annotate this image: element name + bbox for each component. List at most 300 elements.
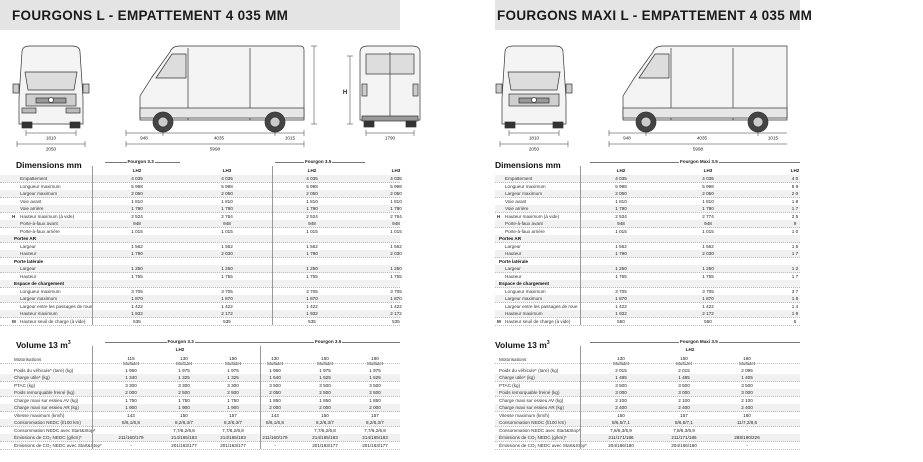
- cell-value: 550: [704, 318, 712, 324]
- spec-page-fourgons-l: [0, 0, 400, 462]
- row-label: Consommation NEDC avec Start&Stop*: [14, 427, 96, 433]
- cell-value: 1 755: [306, 273, 318, 279]
- cell-value: 1 540: [269, 375, 281, 381]
- cell-value: 1 525: [369, 375, 381, 381]
- cell-value: 1 9: [791, 311, 799, 317]
- cell-value: 3 500: [678, 382, 690, 388]
- cell-value: 1 562: [131, 243, 143, 249]
- cell-value: 1 7: [791, 206, 799, 212]
- cell-value: 2 000: [319, 405, 331, 411]
- row-label: Charge maxi sur essieu AR (kg): [14, 405, 79, 411]
- row-label: Émissions de CO₂ NEDC (g/km)*: [14, 435, 82, 441]
- cell-value: 2 5: [791, 213, 799, 219]
- column-header: LH2: [790, 168, 800, 173]
- row-label: Hauteur seuil de charge (à vide): [20, 318, 86, 324]
- cell-value: 2 100: [678, 397, 690, 403]
- group-label: Fourgon 3.5: [315, 339, 342, 344]
- cell-value: 1 2: [791, 266, 799, 272]
- cell-value: 535: [392, 318, 400, 324]
- cell-value: 2 030: [702, 251, 714, 257]
- row-label: Charge maxi sur essieu AV (kg): [14, 397, 79, 403]
- cell-value: 4 035: [131, 176, 143, 182]
- cell-value: 2 534: [615, 213, 627, 219]
- cell-value: 7,7/6,2/6,8: [173, 427, 195, 433]
- row-label: Vitesse maximum (km/h): [499, 412, 550, 418]
- cell-value: 1 750: [125, 397, 137, 403]
- cell-value: 2 400: [615, 405, 627, 411]
- cell-value: 1 5: [791, 243, 799, 249]
- table-row: [0, 442, 400, 450]
- cell-value: 1 250: [702, 266, 714, 272]
- cell-value: 4 035: [702, 176, 714, 182]
- cell-value: 3 000: [615, 390, 627, 396]
- cell-value: 2 764: [221, 213, 233, 219]
- cell-value: 2 050: [131, 191, 143, 197]
- cell-value: 3 500: [615, 382, 627, 388]
- row-label: Poids remorquable freiné (kg): [14, 390, 75, 396]
- cell-value: 1 810: [221, 198, 233, 204]
- row-label: Largeur: [20, 266, 36, 272]
- row-label: Hauteur: [20, 273, 37, 279]
- cell-value: 1 870: [221, 296, 233, 302]
- cell-value: 3 500: [269, 382, 281, 388]
- cell-value: 1 810: [390, 198, 402, 204]
- cell-value: 7,7/6,2/6,8: [222, 427, 244, 433]
- column-separator: [272, 166, 273, 325]
- cell-value: 1 960: [269, 367, 281, 373]
- column-header-line: 130: [617, 356, 625, 361]
- column-header: LH3: [391, 168, 401, 173]
- cell-value: 1 790: [390, 206, 402, 212]
- cell-value: 204/166/180: [608, 442, 634, 448]
- cell-value: 3 705: [221, 288, 233, 294]
- cell-value: 535: [133, 318, 141, 324]
- row-label: Portes AR: [499, 236, 522, 242]
- column-header-line: MultiJet: [267, 361, 283, 367]
- cell-value: 2 172: [390, 311, 402, 317]
- cell-value: 1 422: [390, 303, 402, 309]
- cell-value: 1 870: [390, 296, 402, 302]
- row-label: Longueur maximum: [20, 288, 61, 294]
- cell-value: 8/6,5/7,1: [612, 420, 630, 426]
- row-label: Voie avant: [20, 198, 42, 204]
- group-label: Fourgon 3.5: [305, 159, 332, 164]
- dim-rear-overhang: 948: [140, 135, 148, 141]
- cell-value: 1 015: [702, 228, 714, 234]
- row-label: Consommation NEDC avec Start&Stop*: [499, 427, 581, 433]
- cell-value: 150: [321, 412, 329, 418]
- cell-value: 9: [793, 221, 797, 227]
- table-row: [0, 318, 400, 326]
- cell-value: 157: [371, 412, 379, 418]
- column-header-line: 150: [321, 356, 329, 361]
- cell-value: 7,8/6,3/6,9: [673, 427, 695, 433]
- cell-value: 1 755: [131, 273, 143, 279]
- cell-value: 150: [617, 412, 625, 418]
- cell-value: 7,7/6,2/6,8: [314, 427, 336, 433]
- row-label: Poids du véhicule* (tare) (kg): [499, 367, 559, 373]
- cell-value: 2 000: [269, 405, 281, 411]
- cell-value: -: [746, 442, 748, 448]
- van-rear-view: [360, 46, 420, 127]
- cell-value: 1 870: [702, 296, 714, 302]
- dimensions-heading: Dimensions mm: [495, 160, 561, 170]
- cell-value: 1 790: [221, 206, 233, 212]
- cell-value: 1 422: [702, 303, 714, 309]
- cell-value: 1 015: [306, 228, 318, 234]
- cell-value: 211/160/179: [262, 435, 288, 441]
- cell-value: 1 932: [615, 311, 627, 317]
- cell-value: 2 500: [319, 390, 331, 396]
- cell-value: 1 485: [615, 375, 627, 381]
- column-separator: [260, 346, 261, 449]
- column-header-line: 115: [127, 356, 135, 361]
- van-drawings: [483, 32, 923, 154]
- volume-heading: [16, 340, 71, 350]
- cell-value: 1 250: [390, 266, 402, 272]
- dim-rear-track: 1790: [384, 135, 396, 141]
- row-label: Portes AR: [14, 236, 37, 242]
- row-label: Motorisations: [14, 357, 42, 363]
- row-label: Largeur: [505, 266, 521, 272]
- cell-value: 211/160/179: [118, 435, 144, 441]
- cell-value: 948: [617, 221, 625, 227]
- cell-value: 1 755: [702, 273, 714, 279]
- column-header-line: MultiJet: [225, 361, 241, 367]
- cell-value: 1 975: [369, 367, 381, 373]
- table-row: [495, 318, 800, 326]
- column-header-line: 150: [229, 356, 237, 361]
- cell-value: 201/163/177: [312, 442, 338, 448]
- cell-value: 2 774: [702, 213, 714, 219]
- row-label: Charge utile* (kg): [499, 375, 535, 381]
- cell-value: 2 500: [369, 390, 381, 396]
- column-header: LH3: [222, 168, 232, 173]
- title-bar: [0, 0, 400, 30]
- cell-value: 211/171/186: [608, 435, 634, 441]
- cell-value: 1 810: [615, 198, 627, 204]
- cell-value: 948: [704, 221, 712, 227]
- row-label: Poids remorquable freiné (kg): [499, 390, 560, 396]
- cell-value: 1 750: [227, 397, 239, 403]
- cell-value: 160: [743, 412, 751, 418]
- subgroup-label: LH2: [175, 347, 185, 352]
- cell-value: 1 422: [306, 303, 318, 309]
- cell-value: 8,2/6,3/7: [316, 420, 334, 426]
- cell-value: 5 9: [791, 183, 799, 189]
- table-row: [495, 356, 800, 367]
- volume-unit-sup: 3: [67, 340, 71, 347]
- dim-front-track: 1810: [45, 135, 57, 141]
- cell-value: -: [746, 427, 748, 433]
- cell-value: 5 998: [306, 183, 318, 189]
- cell-value: 1 850: [369, 397, 381, 403]
- cell-value: 1 562: [221, 243, 233, 249]
- cell-value: 2 000: [369, 405, 381, 411]
- cell-value: 214/165/183: [171, 435, 197, 441]
- cell-value: 2 050: [615, 191, 627, 197]
- cell-value: 535: [308, 318, 316, 324]
- column-header-line: 130: [180, 356, 188, 361]
- cell-value: 2 500: [227, 390, 239, 396]
- column-header-line: 180: [371, 356, 379, 361]
- cell-value: -: [130, 427, 132, 433]
- row-label: Voie arrière: [505, 206, 529, 212]
- cell-value: 3 500: [319, 382, 331, 388]
- row-label: Hauteur maximum: [20, 311, 58, 317]
- van-side-view: [140, 46, 304, 132]
- van-front-view: [13, 46, 89, 128]
- row-mark: M: [497, 318, 501, 324]
- cell-value: 2 100: [741, 397, 753, 403]
- cell-value: 1 900: [125, 405, 137, 411]
- cell-value: 1 422: [131, 303, 143, 309]
- cell-value: 288/190/226: [734, 435, 760, 441]
- cell-value: 1 562: [702, 243, 714, 249]
- cell-value: 157: [229, 412, 237, 418]
- row-label: Longueur maximum: [505, 288, 546, 294]
- column-separator: [580, 346, 581, 449]
- dimensions-heading: Dimensions mm: [16, 160, 82, 170]
- cell-value: 5 998: [390, 183, 402, 189]
- cell-value: 4 0: [791, 176, 799, 182]
- group-label: Fourgon 3.3: [127, 159, 154, 164]
- cell-value: 3 705: [390, 288, 402, 294]
- group-label: Fourgon Maxi 3.5: [680, 159, 718, 164]
- cell-value: 1 8: [791, 198, 799, 204]
- row-label: Largeur entre les passages de roue: [20, 303, 93, 309]
- cell-value: 1 932: [131, 311, 143, 317]
- cell-value: 2 050: [702, 191, 714, 197]
- cell-value: 3 7: [791, 288, 799, 294]
- cell-value: 1 405: [741, 375, 753, 381]
- cell-value: 3 000: [678, 390, 690, 396]
- cell-value: 3 705: [702, 288, 714, 294]
- cell-value: 2 095: [741, 367, 753, 373]
- cell-value: 214/165/183: [220, 435, 246, 441]
- row-label: Porte-à-faux avant: [20, 221, 58, 227]
- row-label: Hauteur seuil de charge (à vide): [505, 318, 571, 324]
- cell-value: 3 300: [125, 382, 137, 388]
- column-header: LH2: [616, 168, 626, 173]
- column-header: LH3: [703, 168, 713, 173]
- column-header-line: MultiJet: [676, 361, 692, 367]
- cell-value: 1 870: [131, 296, 143, 302]
- cell-value: 1 485: [678, 375, 690, 381]
- cell-value: 5: [793, 318, 797, 324]
- cell-value: 535: [223, 318, 231, 324]
- cell-value: 2 764: [390, 213, 402, 219]
- cell-value: 4 035: [615, 176, 627, 182]
- cell-value: 1 900: [178, 405, 190, 411]
- row-label: Hauteur maximum: [505, 311, 543, 317]
- row-label: Vitesse maximum (km/h): [14, 412, 65, 418]
- volume-heading: [495, 340, 550, 350]
- cell-value: 1 325: [178, 375, 190, 381]
- cell-value: 948: [392, 221, 400, 227]
- cell-value: 1 340: [125, 375, 137, 381]
- volume-title: Volume 13 m: [495, 340, 547, 350]
- cell-value: 1 810: [702, 198, 714, 204]
- cell-value: -: [274, 427, 276, 433]
- cell-value: 2 524: [131, 213, 143, 219]
- cell-value: 143: [271, 412, 279, 418]
- row-label: Empattement: [505, 176, 533, 182]
- column-header-line: 180: [743, 356, 751, 361]
- row-label: Porte latérale: [14, 258, 44, 264]
- cell-value: 1 960: [125, 367, 137, 373]
- row-label: Espace de chargement: [14, 281, 65, 287]
- cell-value: 1 4: [791, 303, 799, 309]
- table-row: [495, 442, 800, 450]
- row-label: Charge maxi sur essieu AV (kg): [499, 397, 564, 403]
- row-label: Largeur maximum: [20, 296, 58, 302]
- cell-value: 2 030: [221, 251, 233, 257]
- cell-value: 2 050: [390, 191, 402, 197]
- cell-value: 143: [127, 412, 135, 418]
- table-row: [0, 356, 400, 367]
- cell-value: 1 850: [319, 397, 331, 403]
- cell-value: 1 015: [221, 228, 233, 234]
- row-label: Voie arrière: [20, 206, 44, 212]
- column-header-line: MultiJet: [613, 361, 629, 367]
- cell-value: 5 998: [702, 183, 714, 189]
- cell-value: 7,7/6,2/6,8: [364, 427, 386, 433]
- cell-value: 1 250: [221, 266, 233, 272]
- dim-front-overhang: 1015: [767, 135, 779, 141]
- cell-value: 1 7: [791, 273, 799, 279]
- column-header: LH2: [307, 168, 317, 173]
- cell-value: 1 015: [131, 228, 143, 234]
- row-label: Largeur: [20, 243, 36, 249]
- row-label: Hauteur: [505, 273, 522, 279]
- row-label: PTAC (kg): [14, 382, 36, 388]
- cell-value: 1 870: [306, 296, 318, 302]
- cell-value: 1 790: [702, 206, 714, 212]
- cell-value: 1 325: [227, 375, 239, 381]
- cell-value: 1 015: [390, 228, 402, 234]
- cell-value: 4 035: [221, 176, 233, 182]
- row-label: Porte-à-faux arrière: [20, 228, 60, 234]
- dim-length: 5998: [692, 146, 704, 152]
- cell-value: 3 300: [178, 382, 190, 388]
- cell-value: 204/166/180: [671, 442, 697, 448]
- cell-value: 1 755: [221, 273, 233, 279]
- cell-value: 2 400: [741, 405, 753, 411]
- cell-value: 8/6,1/6,8: [122, 420, 140, 426]
- row-label: Charge maxi sur essieu AR (kg): [499, 405, 564, 411]
- column-header-line: MultiJet: [176, 361, 192, 367]
- cell-value: 3 500: [369, 382, 381, 388]
- cell-value: 1 562: [615, 243, 627, 249]
- cell-value: 4 035: [390, 176, 402, 182]
- row-label: Voie avant: [505, 198, 527, 204]
- van-side-view: [623, 46, 787, 132]
- cell-value: 201/163/177: [220, 442, 246, 448]
- spec-page-fourgons-maxi-l: [495, 0, 813, 462]
- cell-value: 1 810: [306, 198, 318, 204]
- cell-value: 8/6,5/7,1: [675, 420, 693, 426]
- cell-value: 3 705: [306, 288, 318, 294]
- row-label: Charge utile* (kg): [14, 375, 50, 381]
- cell-value: 2 000: [125, 390, 137, 396]
- cell-value: 1 790: [131, 206, 143, 212]
- row-label: Longueur maximum: [505, 183, 546, 189]
- cell-value: 201/163/177: [171, 442, 197, 448]
- cell-value: 1 422: [615, 303, 627, 309]
- cell-value: 2 015: [615, 367, 627, 373]
- group-label: Fourgon Maxi 3.5: [680, 339, 718, 344]
- cell-value: 1 8: [791, 296, 799, 302]
- cell-value: 2 050: [306, 191, 318, 197]
- cell-value: 1 422: [221, 303, 233, 309]
- cell-value: 1 250: [615, 266, 627, 272]
- cell-value: 157: [680, 412, 688, 418]
- row-label: Hauteur maximum (à vide): [505, 213, 560, 219]
- column-header-line: MultiJet: [367, 361, 383, 367]
- row-label: PTAC (kg): [499, 382, 521, 388]
- cell-value: 1 850: [269, 397, 281, 403]
- cell-value: 948: [223, 221, 231, 227]
- column-separator: [92, 166, 93, 325]
- title-bar: [495, 0, 813, 30]
- row-label: Largeur: [505, 243, 521, 249]
- cell-value: 1 932: [306, 311, 318, 317]
- row-label: Longueur maximum: [20, 183, 61, 189]
- dim-overall-width: 2050: [45, 146, 57, 152]
- row-label: Porte latérale: [499, 258, 529, 264]
- cell-value: 2 172: [221, 311, 233, 317]
- page-title: FOURGONS L - EMPATTEMENT 4 035 MM: [12, 8, 289, 23]
- cell-value: 5 998: [615, 183, 627, 189]
- cell-value: 2 050: [269, 390, 281, 396]
- cell-value: 201/163/177: [362, 442, 388, 448]
- row-label: Largeur maximum: [505, 296, 543, 302]
- cell-value: 1 250: [306, 266, 318, 272]
- cell-value: 214/165/183: [362, 435, 388, 441]
- volume-title: Volume 13 m: [16, 340, 68, 350]
- cell-value: 1 525: [319, 375, 331, 381]
- dim-length: 5998: [209, 146, 221, 152]
- page-title: FOURGONS MAXI L - EMPATTEMENT 4 035 MM: [497, 8, 813, 23]
- row-label: Émissions de CO₂ NEDC avec Start&Stop*: [499, 442, 587, 448]
- dim-rear-overhang: 948: [623, 135, 631, 141]
- column-header-line: MultiJet: [739, 361, 755, 367]
- row-label: Consommation NEDC (l/100 km): [14, 420, 81, 426]
- column-header-line: 130: [271, 356, 279, 361]
- cell-value: 948: [308, 221, 316, 227]
- cell-value: 2 400: [678, 405, 690, 411]
- subgroup-label: LH2: [685, 347, 695, 352]
- row-label: Consommation NEDC (l/100 km): [499, 420, 566, 426]
- cell-value: 1 562: [390, 243, 402, 249]
- cell-value: 1 790: [131, 251, 143, 257]
- column-header-line: MultiJet: [317, 361, 333, 367]
- cell-value: 948: [133, 221, 141, 227]
- cell-value: 3 705: [131, 288, 143, 294]
- cell-value: 550: [617, 318, 625, 324]
- cell-value: 1 562: [306, 243, 318, 249]
- cell-value: 1 790: [306, 206, 318, 212]
- dim-wheelbase: 4035: [696, 135, 708, 141]
- row-label: Hauteur: [20, 251, 37, 257]
- cell-value: 1 755: [615, 273, 627, 279]
- cell-value: 3 500: [741, 382, 753, 388]
- dim-front-track: 1810: [528, 135, 540, 141]
- cell-value: 2 0: [791, 191, 799, 197]
- dim-wheelbase: 4035: [213, 135, 225, 141]
- cell-value: 1 755: [390, 273, 402, 279]
